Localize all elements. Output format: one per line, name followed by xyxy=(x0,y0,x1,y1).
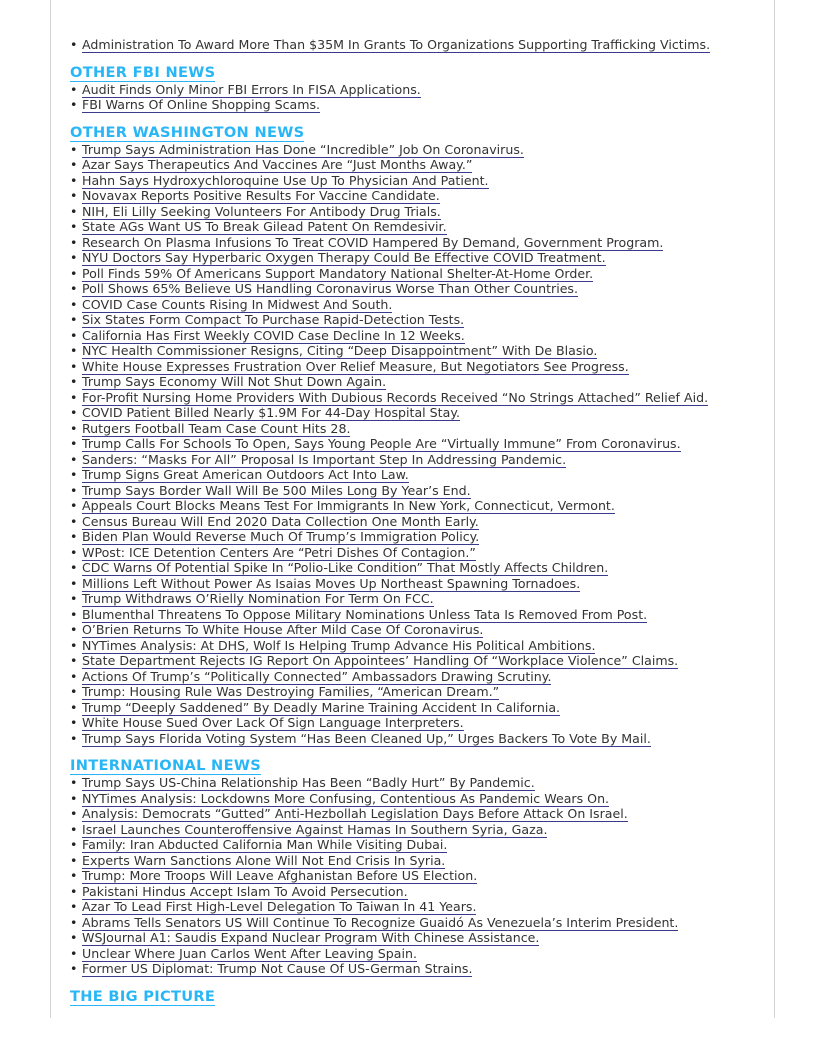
headline-link[interactable]: Pakistani Hindus Accept Islam To Avoid Persecution. xyxy=(82,883,408,899)
bullet-icon: • xyxy=(70,203,78,219)
news-list-item xyxy=(70,837,754,853)
news-list-item xyxy=(70,452,754,468)
section-heading-label: THE BIG PICTURE xyxy=(70,987,216,1005)
news-list-item xyxy=(70,312,754,328)
bullet-icon: • xyxy=(70,482,78,498)
section-heading-label: OTHER FBI NEWS xyxy=(70,63,216,81)
news-list-item xyxy=(70,82,754,98)
headline-link[interactable]: For-Profit Nursing Home Providers With Dubious Records Received “No Strings Attached” Relief Aid. xyxy=(82,389,709,405)
bullet-icon: • xyxy=(70,172,78,188)
headline-link[interactable]: Unclear Where Juan Carlos Went After Leaving Spain. xyxy=(82,945,417,961)
headline-link[interactable]: Israel Launches Counteroffensive Against Hamas In Southern Syria, Gaza. xyxy=(82,821,548,837)
bullet-icon: • xyxy=(70,899,78,914)
headline-link[interactable]: NYTimes Analysis: At DHS, Wolf Is Helping Trump Advance His Political Ambitions. xyxy=(82,637,596,653)
news-list-item xyxy=(70,700,754,716)
bullet-icon: • xyxy=(70,606,78,622)
headline-link[interactable]: Trump Says Economy Will Not Shut Down Again. xyxy=(82,374,387,389)
headline-link[interactable]: Azar To Lead First High-Level Delegation To Taiwan In 41 Years. xyxy=(82,899,477,914)
headline-link[interactable]: Former US Diplomat: Trump Not Cause Of US-German Strains. xyxy=(82,961,473,976)
headline-link[interactable]: Trump Withdraws O’Rielly Nomination For Term On FCC. xyxy=(82,591,434,606)
news-list-item xyxy=(70,715,754,731)
news-list-item xyxy=(70,297,754,313)
bullet-icon: • xyxy=(70,389,78,405)
news-list-item xyxy=(70,188,754,204)
headline-link[interactable]: WSJournal A1: Saudis Expand Nuclear Program With Chinese Assistance. xyxy=(82,930,540,945)
headline-link[interactable]: Actions Of Trump’s “Politically Connected” Ambassadors Drawing Scrutiny. xyxy=(82,668,552,684)
headline-link[interactable]: White House Expresses Frustration Over Relief Measure, But Negotiators See Progress. xyxy=(82,358,629,374)
bullet-icon: • xyxy=(70,883,78,899)
bullet-icon: • xyxy=(70,837,78,852)
news-list-item xyxy=(70,421,754,437)
bullet-icon: • xyxy=(70,529,78,544)
section-heading-other-washington-news[interactable] xyxy=(70,123,754,142)
headline-link[interactable]: O’Brien Returns To White House After Mild Case Of Coronavirus. xyxy=(82,622,484,637)
bullet-icon: • xyxy=(70,775,78,790)
news-list-item xyxy=(70,576,754,592)
news-list-item xyxy=(70,669,754,685)
bullet-icon: • xyxy=(70,234,78,250)
headline-link[interactable]: Census Bureau Will End 2020 Data Collection One Month Early. xyxy=(82,513,479,529)
news-list-item xyxy=(70,219,754,235)
bullet-icon: • xyxy=(70,157,78,172)
bullet-icon: • xyxy=(70,961,78,976)
bullet-icon: • xyxy=(70,405,78,420)
news-list-item xyxy=(70,235,754,251)
news-list-item xyxy=(70,961,754,977)
news-list-item xyxy=(70,560,754,576)
headline-link[interactable]: Appeals Court Blocks Means Test For Immigrants In New York, Connecticut, Vermont. xyxy=(82,498,615,513)
section-spacer xyxy=(70,977,754,987)
news-list-item xyxy=(70,930,754,946)
news-list-item xyxy=(70,374,754,390)
bullet-icon: • xyxy=(70,575,78,591)
newsletter-content xyxy=(70,37,754,1006)
bullet-icon: • xyxy=(70,821,78,837)
news-list-item xyxy=(70,868,754,884)
bullet-icon: • xyxy=(70,141,78,157)
bullet-icon: • xyxy=(70,513,78,529)
headline-link[interactable]: COVID Case Counts Rising In Midwest And South. xyxy=(82,296,393,312)
bullet-icon: • xyxy=(70,544,78,560)
news-list-item xyxy=(70,591,754,607)
headline-link[interactable]: Poll Finds 59% Of Americans Support Mandatory National Shelter-At-Home Order. xyxy=(82,265,594,281)
headline-link[interactable]: Trump Calls For Schools To Open, Says Young People Are “Virtually Immune” From Coronavirus. xyxy=(82,436,681,451)
bullet-icon: • xyxy=(70,668,78,684)
bullet-icon: • xyxy=(70,281,78,296)
bullet-icon: • xyxy=(70,945,78,961)
headline-link[interactable]: Millions Left Without Power As Isaias Moves Up Northeast Spawning Tornadoes. xyxy=(82,575,581,591)
bullet-icon: • xyxy=(70,591,78,606)
headline-link[interactable]: State Department Rejects IG Report On Appointees’ Handling Of “Workplace Violence” Claims. xyxy=(82,653,679,668)
news-list-item xyxy=(70,405,754,421)
headline-link[interactable]: State AGs Want US To Break Gilead Patent On Remdesivir. xyxy=(82,219,447,234)
section-heading-label: OTHER WASHINGTON NEWS xyxy=(70,123,305,141)
newsletter-page xyxy=(50,0,775,1018)
bullet-icon: • xyxy=(70,296,78,312)
news-list-item xyxy=(70,514,754,530)
headline-link[interactable]: CDC Warns Of Potential Spike In “Polio-Like Condition” That Mostly Affects Children. xyxy=(82,560,609,575)
headline-link[interactable]: NYU Doctors Say Hyperbaric Oxygen Therapy Could Be Effective COVID Treatment. xyxy=(82,250,606,265)
news-list-item xyxy=(70,343,754,359)
news-list-item xyxy=(70,946,754,962)
bullet-icon: • xyxy=(70,343,78,358)
news-list-item xyxy=(70,37,754,53)
bullet-icon: • xyxy=(70,699,78,715)
headline-link[interactable]: Poll Shows 65% Believe US Handling Coronavirus Worse Than Other Countries. xyxy=(82,281,579,296)
bullet-icon: • xyxy=(70,868,78,883)
news-list-item xyxy=(70,899,754,915)
section-heading-other-fbi-news[interactable] xyxy=(70,63,754,82)
section-spacer xyxy=(70,746,754,756)
bullet-icon: • xyxy=(70,219,78,234)
news-list-item xyxy=(70,775,754,791)
headline-link[interactable]: Trump Says Administration Has Done “Incredible” Job On Coronavirus. xyxy=(82,141,524,157)
news-list-item xyxy=(70,622,754,638)
news-list-item xyxy=(70,529,754,545)
bullet-icon: • xyxy=(70,930,78,945)
bullet-icon: • xyxy=(70,622,78,637)
headline-link[interactable]: Trump Says US-China Relationship Has Been “Badly Hurt” By Pandemic. xyxy=(82,775,535,790)
bullet-icon: • xyxy=(70,436,78,451)
headline-link[interactable]: Hahn Says Hydroxychloroquine Use Up To Physician And Patient. xyxy=(82,172,489,188)
bullet-icon: • xyxy=(70,250,78,265)
section-spacer xyxy=(70,53,754,63)
headline-link[interactable]: Abrams Tells Senators US Will Continue To Recognize Guaidó As Venezuela’s Interim President. xyxy=(82,914,679,930)
headline-link[interactable]: Sanders: “Masks For All” Proposal Is Important Step In Addressing Pandemic. xyxy=(82,451,567,467)
bullet-icon: • xyxy=(70,790,78,806)
headline-link[interactable]: Biden Plan Would Reverse Much Of Trump’s Immigration Policy. xyxy=(82,529,480,544)
headline-link[interactable]: FBI Warns Of Online Shopping Scams. xyxy=(82,97,321,112)
bullet-icon: • xyxy=(70,637,78,653)
bullet-icon: • xyxy=(70,684,78,699)
headline-link[interactable]: Six States Form Compact To Purchase Rapid-Detection Tests. xyxy=(82,312,465,327)
section-heading-label: INTERNATIONAL NEWS xyxy=(70,757,262,774)
bullet-icon: • xyxy=(70,451,78,467)
bullet-icon: • xyxy=(70,653,78,668)
news-list-item xyxy=(70,436,754,452)
news-list-item xyxy=(70,157,754,173)
news-list-item xyxy=(70,498,754,514)
headline-link[interactable]: NYC Health Commissioner Resigns, Citing “Deep Disappointment” With De Blasio. xyxy=(82,343,598,358)
headline-link[interactable]: California Has First Weekly COVID Case Decline In 12 Weeks. xyxy=(82,327,465,343)
section-heading-international-news[interactable] xyxy=(70,756,754,775)
headline-link[interactable]: Trump Says Border Wall Will Be 500 Miles Long By Year’s End. xyxy=(82,482,471,498)
section-spacer xyxy=(70,113,754,123)
headline-link[interactable]: Research On Plasma Infusions To Treat COVID Hampered By Demand, Government Program. xyxy=(82,234,664,250)
headline-link[interactable]: White House Sued Over Lack Of Sign Language Interpreters. xyxy=(82,715,464,730)
headline-link[interactable]: Administration To Award More Than $35M In Grants To Organizations Supporting Trafficking Victims. xyxy=(82,37,711,52)
headline-link[interactable]: NYTimes Analysis: Lockdowns More Confusing, Contentious As Pandemic Wears On. xyxy=(82,790,610,806)
bullet-icon: • xyxy=(70,715,78,730)
bullet-icon: • xyxy=(70,358,78,374)
headline-link[interactable]: Trump: More Troops Will Leave Afghanistan Before US Election. xyxy=(82,868,478,883)
news-list-item xyxy=(70,204,754,220)
bullet-icon: • xyxy=(70,37,78,52)
headline-link[interactable]: Rutgers Football Team Case Count Hits 28. xyxy=(82,420,351,436)
bullet-icon: • xyxy=(70,852,78,868)
bullet-icon: • xyxy=(70,81,78,97)
headline-link[interactable]: Novavax Reports Positive Results For Vaccine Candidate. xyxy=(82,188,440,203)
headline-link[interactable]: Audit Finds Only Minor FBI Errors In FISA Applications. xyxy=(82,81,421,97)
headline-link[interactable]: COVID Patient Billed Nearly $1.9M For 44-Day Hospital Stay. xyxy=(82,405,460,420)
headline-link[interactable]: Trump: Housing Rule Was Destroying Families, “American Dream.” xyxy=(82,684,500,699)
news-list-item xyxy=(70,266,754,282)
news-list-item xyxy=(70,97,754,113)
headline-link[interactable]: WPost: ICE Detention Centers Are “Petri Dishes Of Contagion.” xyxy=(82,544,476,560)
headline-link[interactable]: Analysis: Democrats “Gutted” Anti-Hezbollah Legislation Days Before Attack On Israel. xyxy=(82,806,628,821)
headline-link[interactable]: Trump Signs Great American Outdoors Act Into Law. xyxy=(82,467,409,482)
news-list-item xyxy=(70,653,754,669)
headline-link[interactable]: Trump “Deeply Saddened” By Deadly Marine Training Accident In California. xyxy=(82,699,561,715)
news-list-item xyxy=(70,791,754,807)
bullet-icon: • xyxy=(70,730,78,746)
bullet-icon: • xyxy=(70,374,78,389)
bullet-icon: • xyxy=(70,467,78,482)
headline-link[interactable]: NIH, Eli Lilly Seeking Volunteers For Antibody Drug Trials. xyxy=(82,203,441,219)
bullet-icon: • xyxy=(70,312,78,327)
headline-link[interactable]: Azar Says Therapeutics And Vaccines Are “Just Months Away.” xyxy=(82,157,473,172)
bullet-icon: • xyxy=(70,327,78,343)
news-list-item xyxy=(70,638,754,654)
news-list-item xyxy=(70,684,754,700)
bullet-icon: • xyxy=(70,560,78,575)
bullet-icon: • xyxy=(70,188,78,203)
news-list-item xyxy=(70,915,754,931)
bullet-icon: • xyxy=(70,498,78,513)
bullet-icon: • xyxy=(70,265,78,281)
news-list-item xyxy=(70,731,754,747)
news-list-item xyxy=(70,467,754,483)
news-list-item xyxy=(70,607,754,623)
headline-link[interactable]: Trump Says Florida Voting System “Has Been Cleaned Up,” Urges Backers To Vote By Mail. xyxy=(82,730,651,746)
bullet-icon: • xyxy=(70,806,78,821)
news-list-item xyxy=(70,250,754,266)
news-list-item xyxy=(70,359,754,375)
news-list-item xyxy=(70,853,754,869)
news-list-item xyxy=(70,281,754,297)
news-list-item xyxy=(70,328,754,344)
news-list-item xyxy=(70,884,754,900)
section-heading-the-big-picture[interactable] xyxy=(70,987,754,1006)
news-list-item xyxy=(70,142,754,158)
bullet-icon: • xyxy=(70,914,78,930)
headline-link[interactable]: Family: Iran Abducted California Man While Visiting Dubai. xyxy=(82,837,448,852)
news-list-item xyxy=(70,483,754,499)
news-list-item xyxy=(70,806,754,822)
news-list-item xyxy=(70,822,754,838)
news-list-item xyxy=(70,390,754,406)
bullet-icon: • xyxy=(70,97,78,112)
headline-link[interactable]: Experts Warn Sanctions Alone Will Not End Crisis In Syria. xyxy=(82,852,446,868)
news-list-item xyxy=(70,173,754,189)
news-list-item xyxy=(70,545,754,561)
bullet-icon: • xyxy=(70,420,78,436)
headline-link[interactable]: Blumenthal Threatens To Oppose Military Nominations Unless Tata Is Removed From Post. xyxy=(82,606,648,622)
